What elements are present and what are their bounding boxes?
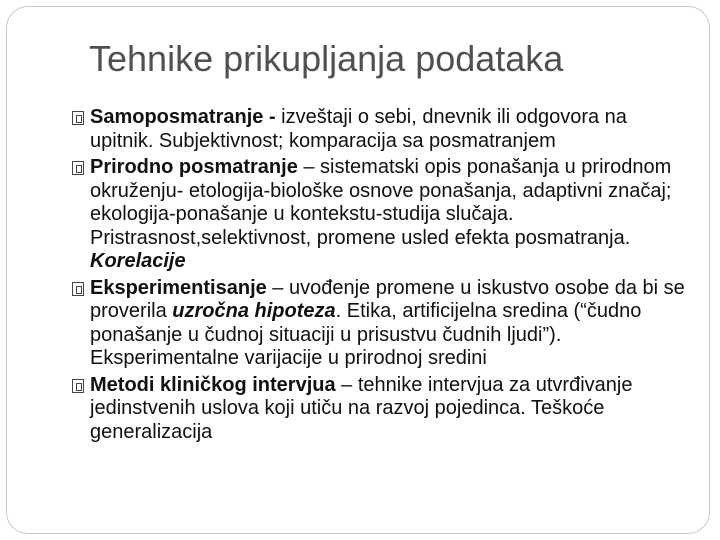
- bullet-term: Samoposmatranje -: [90, 106, 276, 128]
- square-bullet-icon: [72, 111, 84, 125]
- slide-title: Tehnike prikupljanja podataka: [89, 38, 564, 79]
- bullet-eksperimentisanje: [72, 277, 692, 371]
- bullet-emphasis: uzročna hipoteza: [172, 300, 336, 322]
- bullet-list: [72, 106, 692, 447]
- square-bullet-icon: [72, 379, 84, 393]
- bullet-term: Metodi kliničkog intervjua: [90, 373, 336, 396]
- bullet-term: Prirodno posmatranje: [90, 156, 298, 178]
- bullet-text: – uvođenje promene u iskustvo osobe da bi se proverila: [90, 276, 685, 322]
- square-bullet-icon: [72, 161, 84, 175]
- bullet-prirodno-posmatranje: [72, 156, 692, 274]
- bullet-text: – tehnike intervjua za utvrđivanje jedinstvenih uslova koji utiču na razvoj pojedinca. Teškoće generalizacija: [90, 373, 633, 443]
- bullet-klinicki-intervju: [72, 374, 692, 445]
- bullet-text-continued: . Etika, artificijelna sredina (“čudno ponašanje u čudnoj situaciji u prisustvu čudnih ljudi”). Eksperimentalne varijacije u prirodnoj sredini: [90, 300, 642, 369]
- bullet-text: – sistematski opis ponašanja u prirodnom okruženju- etologija-biološke osnove ponašanja, adaptivni značaj; ekologija-ponašanje u kontekstu-studija slučaja. Pristrasnost,selektivnost, promene usled efekta posmatranja.: [90, 156, 672, 249]
- bullet-emphasis: Korelacije: [90, 250, 186, 272]
- bullet-text: izveštaji o sebi, dnevnik ili odgovora na upitnik. Subjektivnost; komparacija sa posmatranjem: [90, 106, 627, 152]
- square-bullet-icon: [72, 282, 84, 296]
- bullet-term: Eksperimentisanje: [90, 276, 267, 299]
- bullet-samoposmatranje: [72, 106, 692, 153]
